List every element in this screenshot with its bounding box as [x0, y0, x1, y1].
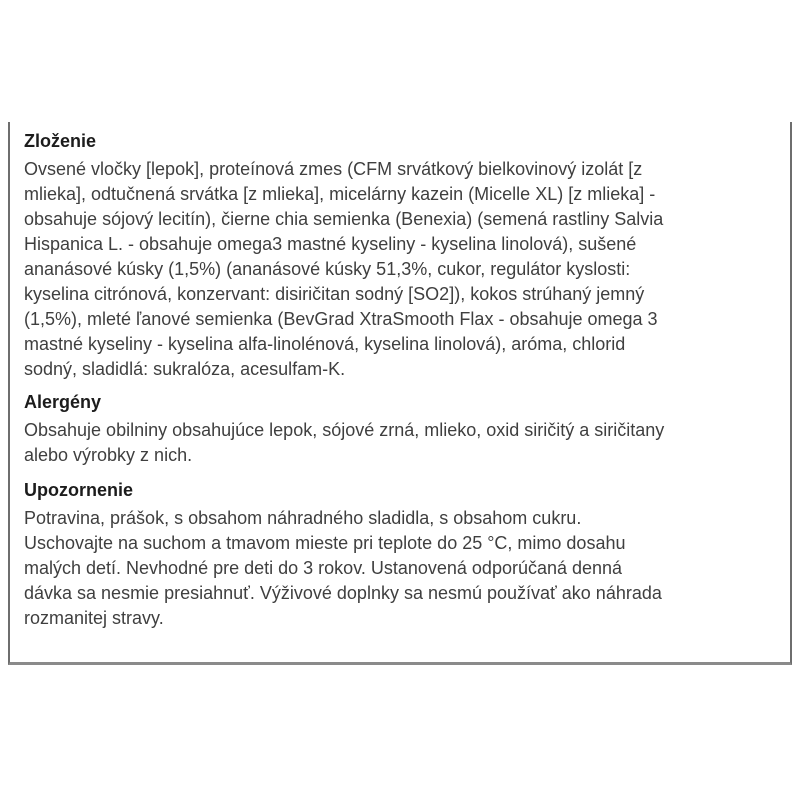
- label-info-box: [8, 122, 792, 665]
- allergens-heading: Alergény: [24, 392, 102, 412]
- warning-heading: Upozornenie: [24, 480, 134, 500]
- composition-heading: Zloženie: [24, 131, 97, 151]
- section-warning: [24, 478, 778, 631]
- section-allergens: [24, 390, 778, 468]
- section-composition: [24, 129, 778, 382]
- allergens-text: Obsahuje obilniny obsahujúce lepok, sójové zrná, mlieko, oxid siričitý a siričitany alebo výrobky z nich.: [24, 420, 665, 465]
- composition-text: Ovsené vločky [lepok], proteínová zmes (CFM srvátkový bielkovinový izolát [z mlieka], odtučnená srvátka [z mlieka], micelárny kazein (Micelle XL) [z mlieka] - obsahuje sójový lecitín), čierne chia semienka (Benexia) (semená rastliny Salvia Hispanica L. - obsahuje omega3 mastné kyseliny - kyselina linolová), sušené ananásové kúsky (1,5%) (ananásové kúsky 51,3%, cukor, regulátor kyslosti: kyselina citrónová, konzervant: disiričitan sodný [SO2]), kokos strúhaný jemný (1,5%), mleté ľanové semienka (BevGrad XtraSmooth Flax - obsahuje omega 3 mastné kyseliny - kyselina alfa-linolénová, kyselina linolová), aróma, chlorid sodný, sladidlá: sukralóza, acesulfam-K.: [24, 159, 664, 379]
- warning-text: Potravina, prášok, s obsahom náhradného sladidla, s obsahom cukru. Uschovajte na suchom a tmavom mieste pri teplote do 25 °C, mimo dosahu malých detí. Nevhodné pre deti do 3 rokov. Ustanovená odporúčaná denná dávka sa nesmie presiahnuť. Výživové doplnky sa nesmú používať ako náhrada rozmanitej stravy.: [24, 508, 662, 628]
